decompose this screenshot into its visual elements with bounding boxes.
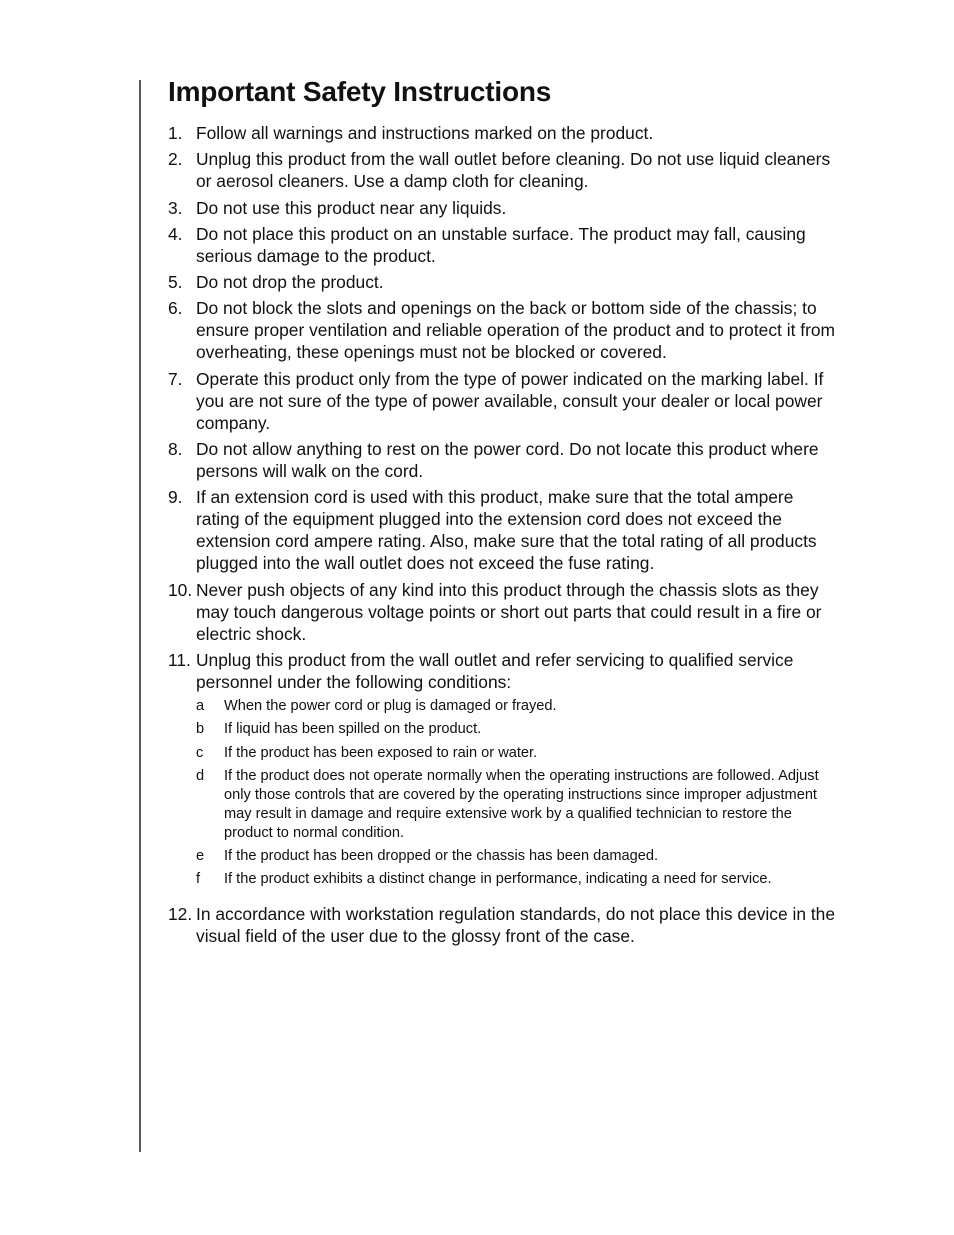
item-text: Follow all warnings and instructions marked on the product. — [196, 123, 654, 143]
item-number: 9. — [168, 487, 183, 508]
instruction-item — [168, 297, 840, 363]
condition-letter: b — [196, 721, 205, 738]
condition-text: When the power cord or plug is damaged or frayed. — [224, 697, 557, 714]
item-text: Never push objects of any kind into this product through the chassis slots as they may touch dangerous voltage points or short out parts that could result in a fire or electric shock. — [196, 579, 822, 644]
item-text: Unplug this product from the wall outlet and refer servicing to qualified service personnel under the following conditions: — [196, 649, 794, 692]
instruction-item — [168, 223, 840, 267]
item-number: 11. — [168, 649, 191, 670]
condition-text: If the product has been dropped or the chassis has been damaged. — [224, 847, 659, 864]
item-text: Unplug this product from the wall outlet before cleaning. Do not use liquid cleaners or aerosol cleaners. Use a damp cloth for cleaning. — [196, 149, 831, 192]
condition-item — [196, 697, 840, 716]
instruction-item — [168, 649, 840, 889]
instruction-item — [168, 903, 840, 947]
instruction-item — [168, 122, 840, 144]
item-text: Operate this product only from the type of power indicated on the marking label. If you are not sure of the type of power available, consult your dealer or local power company. — [196, 368, 824, 433]
condition-letter: d — [196, 768, 205, 785]
item-number: 2. — [168, 149, 183, 170]
condition-letter: f — [196, 871, 201, 888]
item-number: 7. — [168, 368, 183, 389]
item-number: 1. — [168, 123, 183, 143]
margin-rule — [139, 80, 141, 1152]
condition-item — [196, 870, 840, 889]
item-number: 6. — [168, 298, 183, 319]
condition-item — [196, 720, 840, 739]
instruction-item — [168, 197, 840, 219]
condition-text: If liquid has been spilled on the product. — [224, 721, 482, 738]
instruction-item — [168, 579, 840, 645]
item-text: Do not allow anything to rest on the power cord. Do not locate this product where persons will walk on the cord. — [196, 439, 819, 482]
condition-text: If the product has been exposed to rain or water. — [224, 744, 538, 761]
condition-letter: e — [196, 847, 205, 864]
condition-item — [196, 847, 840, 866]
instruction-item — [168, 271, 840, 293]
condition-letter: a — [196, 697, 205, 714]
item-text: Do not drop the product. — [196, 272, 384, 293]
page-title: Important Safety Instructions — [168, 76, 552, 107]
item-text: Do not block the slots and openings on the back or bottom side of the chassis; to ensure proper ventilation and reliable operation of the product and to protect it from overheating, these openings must not be blocked or covered. — [196, 298, 836, 363]
condition-letter: c — [196, 744, 204, 761]
condition-item — [196, 744, 840, 763]
instruction-list — [168, 122, 840, 947]
item-text: Do not place this product on an unstable surface. The product may fall, causing serious damage to the product. — [196, 223, 806, 266]
item-number: 4. — [168, 223, 183, 244]
item-number: 5. — [168, 272, 183, 293]
instruction-item — [168, 486, 840, 574]
condition-item — [196, 767, 840, 842]
document-body — [168, 72, 840, 951]
item-number: 3. — [168, 197, 183, 218]
instruction-item — [168, 368, 840, 434]
item-text: In accordance with workstation regulation standards, do not place this device in the visual field of the user due to the glossy front of the case. — [196, 904, 835, 947]
item-number: 10. — [168, 579, 193, 600]
condition-text: If the product does not operate normally when the operating instructions are followed. Adjust only those controls that are covered by the operating instructions since improper adjustment may result in damage and require extensive work by a qualified technician to restore the product to normal condition. — [224, 768, 819, 841]
condition-text: If the product exhibits a distinct change in performance, indicating a need for service. — [224, 871, 772, 888]
condition-list — [196, 697, 840, 889]
instruction-item — [168, 148, 840, 192]
item-number: 12. — [168, 904, 193, 925]
item-text: If an extension cord is used with this product, make sure that the total ampere rating of the equipment plugged into the extension cord does not exceed the extension cord ampere rating. Also, make sure that the total rating of all products plugged into the wall outlet does not exceed the fuse rating. — [196, 487, 817, 574]
item-number: 8. — [168, 439, 183, 460]
item-text: Do not use this product near any liquids. — [196, 197, 507, 218]
instruction-item — [168, 438, 840, 482]
